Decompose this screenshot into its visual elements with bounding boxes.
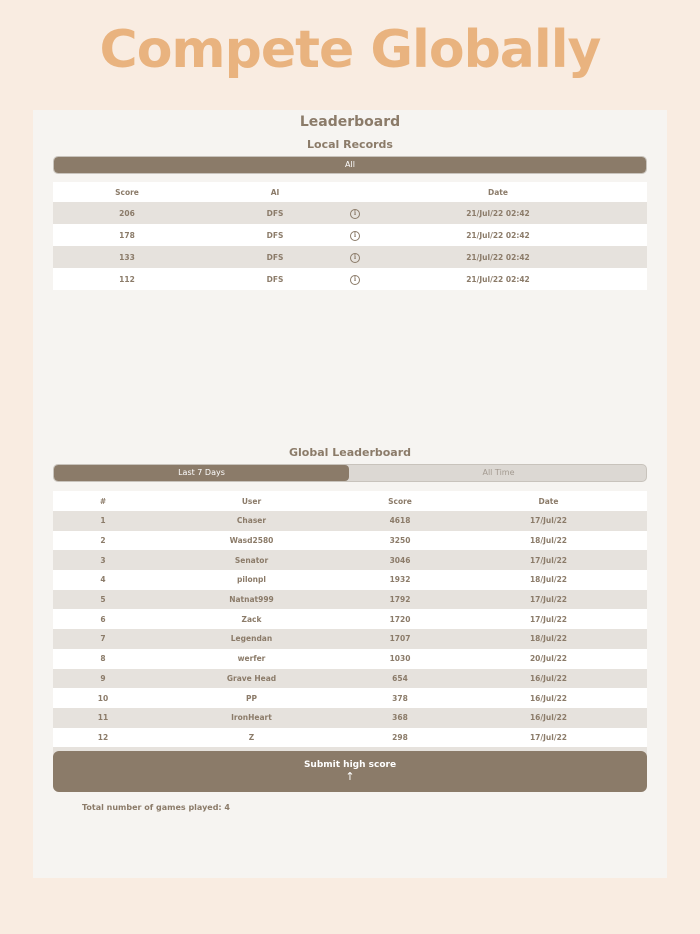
rank-cell: 4 bbox=[53, 570, 153, 590]
date-cell: 17/Jul/22 bbox=[450, 728, 647, 748]
column-header-date: Date bbox=[349, 182, 647, 202]
user-cell: Zack bbox=[153, 609, 350, 629]
date-cell: 17/Jul/22 bbox=[450, 590, 647, 610]
score-cell: 3250 bbox=[350, 531, 450, 551]
date-cell: 21/Jul/22 02:42 bbox=[349, 268, 647, 290]
user-cell: werfer bbox=[153, 649, 350, 669]
tab-all-time[interactable]: All Time bbox=[482, 468, 515, 477]
table-row bbox=[53, 708, 647, 728]
table-row bbox=[53, 202, 647, 224]
user-cell: Chaser bbox=[153, 511, 350, 531]
rank-cell: 8 bbox=[53, 649, 153, 669]
user-cell: PP bbox=[153, 688, 350, 708]
user-cell: Z bbox=[153, 728, 350, 748]
date-cell: 16/Jul/22 bbox=[450, 669, 647, 689]
table-row bbox=[53, 268, 647, 290]
rank-cell: 1 bbox=[53, 511, 153, 531]
score-cell: 654 bbox=[350, 669, 450, 689]
rank-cell: 7 bbox=[53, 629, 153, 649]
info-icon[interactable]: i bbox=[350, 209, 360, 219]
arrow-up-icon: ↑ bbox=[345, 770, 355, 783]
games-played-count: Total number of games played: 4 bbox=[82, 803, 230, 812]
leaderboard-title: Leaderboard bbox=[299, 114, 401, 130]
column-header-ai: AI bbox=[201, 182, 349, 202]
table-row bbox=[53, 590, 647, 610]
info-icon[interactable]: i bbox=[350, 253, 360, 263]
rank-cell: 10 bbox=[53, 688, 153, 708]
date-cell: 17/Jul/22 bbox=[450, 511, 647, 531]
date-cell: 20/Jul/22 bbox=[450, 649, 647, 669]
user-cell: Legendan bbox=[153, 629, 350, 649]
local-records-table bbox=[53, 182, 647, 290]
table-row bbox=[53, 609, 647, 629]
date-cell: 16/Jul/22 bbox=[450, 708, 647, 728]
date-cell: 17/Jul/22 bbox=[450, 609, 647, 629]
user-cell: Grave Head bbox=[153, 669, 350, 689]
score-cell: 3046 bbox=[350, 550, 450, 570]
rank-cell: 3 bbox=[53, 550, 153, 570]
submit-label: Submit high score bbox=[303, 760, 397, 770]
table-row bbox=[53, 550, 647, 570]
table-row bbox=[53, 649, 647, 669]
score-cell: 368 bbox=[350, 708, 450, 728]
table-row bbox=[53, 570, 647, 590]
ai-cell: DFS bbox=[201, 268, 349, 290]
filter-all-button[interactable]: All bbox=[54, 157, 646, 173]
date-cell: 21/Jul/22 02:42 bbox=[349, 224, 647, 246]
date-cell: 21/Jul/22 02:42 bbox=[349, 202, 647, 224]
score-cell: 298 bbox=[350, 728, 450, 748]
user-cell: pilonpl bbox=[153, 570, 350, 590]
user-cell: Natnat999 bbox=[153, 590, 350, 610]
date-cell: 18/Jul/22 bbox=[450, 629, 647, 649]
date-cell: 18/Jul/22 bbox=[450, 531, 647, 551]
column-header-date: Date bbox=[450, 491, 647, 511]
score-cell: 206 bbox=[53, 202, 201, 224]
table-header-row bbox=[53, 491, 647, 511]
table-row bbox=[53, 224, 647, 246]
score-cell: 1707 bbox=[350, 629, 450, 649]
info-icon[interactable]: i bbox=[350, 275, 360, 285]
table-row bbox=[53, 728, 647, 748]
rank-cell: 6 bbox=[53, 609, 153, 629]
submit-high-score-button[interactable] bbox=[53, 751, 647, 792]
score-cell: 1792 bbox=[350, 590, 450, 610]
column-header-user: User bbox=[153, 491, 350, 511]
column-header-score: Score bbox=[53, 182, 201, 202]
date-cell: 16/Jul/22 bbox=[450, 688, 647, 708]
rank-cell: 9 bbox=[53, 669, 153, 689]
global-leaderboard-title: Global Leaderboard bbox=[288, 446, 412, 459]
table-row bbox=[53, 531, 647, 551]
rank-cell: 12 bbox=[53, 728, 153, 748]
page-title: Compete Globally bbox=[99, 20, 601, 80]
column-header-rank: # bbox=[53, 491, 153, 511]
table-row bbox=[53, 511, 647, 531]
local-filter bbox=[53, 156, 647, 174]
date-cell: 18/Jul/22 bbox=[450, 570, 647, 590]
table-header-row bbox=[53, 182, 647, 202]
user-cell: IronHeart bbox=[153, 708, 350, 728]
table-row bbox=[53, 246, 647, 268]
ai-cell: DFS bbox=[201, 202, 349, 224]
score-cell: 1932 bbox=[350, 570, 450, 590]
score-cell: 378 bbox=[350, 688, 450, 708]
ai-cell: DFS bbox=[201, 246, 349, 268]
date-cell: 21/Jul/22 02:42 bbox=[349, 246, 647, 268]
date-cell: 17/Jul/22 bbox=[450, 550, 647, 570]
score-cell: 112 bbox=[53, 268, 201, 290]
score-cell: 1720 bbox=[350, 609, 450, 629]
rank-cell: 11 bbox=[53, 708, 153, 728]
user-cell: Senator bbox=[153, 550, 350, 570]
user-cell: Wasd2580 bbox=[153, 531, 350, 551]
rank-cell: 5 bbox=[53, 590, 153, 610]
local-records-title: Local Records bbox=[307, 138, 393, 151]
score-cell: 178 bbox=[53, 224, 201, 246]
table-row bbox=[53, 688, 647, 708]
table-row bbox=[53, 669, 647, 689]
global-leaderboard-table bbox=[53, 491, 647, 767]
table-row bbox=[53, 629, 647, 649]
ai-cell: DFS bbox=[201, 224, 349, 246]
tab-last-7-days[interactable]: Last 7 Days bbox=[54, 465, 349, 481]
leaderboard-panel bbox=[33, 110, 667, 878]
info-icon[interactable]: i bbox=[350, 231, 360, 241]
score-cell: 1030 bbox=[350, 649, 450, 669]
column-header-score: Score bbox=[350, 491, 450, 511]
score-cell: 133 bbox=[53, 246, 201, 268]
score-cell: 4618 bbox=[350, 511, 450, 531]
rank-cell: 2 bbox=[53, 531, 153, 551]
global-period-tabs bbox=[53, 464, 647, 482]
